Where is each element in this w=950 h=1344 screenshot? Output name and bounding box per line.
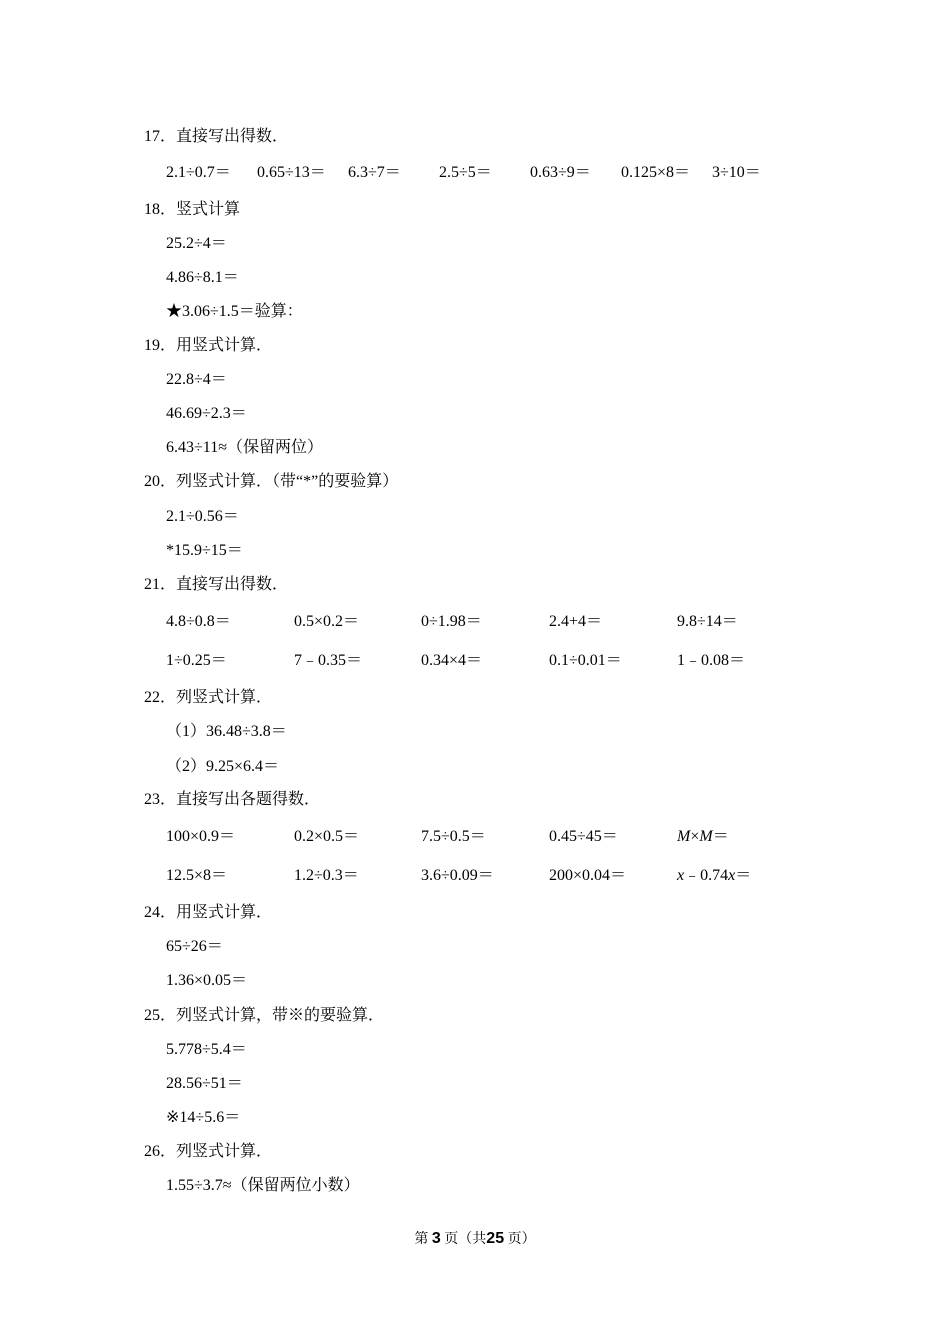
question-17-row <box>0 163 950 183</box>
q21-item: 4.8÷0.8＝ <box>166 613 231 630</box>
question-21-row-2 <box>0 651 950 671</box>
q17-item: 0.125×8＝ <box>621 164 691 181</box>
q21-item: 9.8÷14＝ <box>677 613 738 630</box>
question-23-row-1 <box>0 827 950 847</box>
q20-item: 2.1÷0.56＝ <box>166 508 239 525</box>
question-25-title: 25．列竖式计算，带※的要验算． <box>144 1007 385 1024</box>
q17-item: 2.1÷0.7＝ <box>166 164 231 181</box>
q23-item: 1.2÷0.3＝ <box>294 867 359 884</box>
q19-item: 46.69÷2.3＝ <box>166 405 247 422</box>
q21-item: 0.1÷0.01＝ <box>549 652 622 669</box>
question-18-title: 18．竖式计算 <box>144 201 241 218</box>
q17-item: 0.65÷13＝ <box>257 164 326 181</box>
question-21-title: 21．直接写出得数． <box>144 576 289 593</box>
q23-item: 7.5÷0.5＝ <box>421 828 486 845</box>
q23-item-variable: x﹣0.74x＝ <box>677 867 752 884</box>
question-22-title: 22．列竖式计算． <box>144 689 273 706</box>
q18-item: 25.2÷4＝ <box>166 235 227 252</box>
question-24-title: 24．用竖式计算． <box>144 904 273 921</box>
question-21-row-1 <box>0 612 950 632</box>
question-26-title: 26．列竖式计算． <box>144 1143 273 1160</box>
q25-item: 5.778÷5.4＝ <box>166 1041 247 1058</box>
q21-item: 0.34×4＝ <box>421 652 483 669</box>
q17-item: 6.3÷7＝ <box>348 164 401 181</box>
q22-item: （2）9.25×6.4＝ <box>166 758 280 775</box>
q24-item: 65÷26＝ <box>166 938 223 955</box>
q21-item: 1﹣0.08＝ <box>677 652 746 669</box>
q25-item: ※14÷5.6＝ <box>166 1109 241 1126</box>
q21-item: 7﹣0.35＝ <box>294 652 363 669</box>
question-19-title: 19．用竖式计算． <box>144 337 273 354</box>
q18-item: 4.86÷8.1＝ <box>166 269 239 286</box>
question-17-title: 17．直接写出得数． <box>144 128 289 145</box>
q25-item: 28.56÷51＝ <box>166 1075 243 1092</box>
question-23-title: 23．直接写出各题得数． <box>144 791 321 808</box>
page-footer: 第 3 页（共25 页） <box>414 1230 536 1247</box>
question-23-row-2 <box>0 866 950 886</box>
q21-item: 0÷1.98＝ <box>421 613 482 630</box>
q21-item: 0.5×0.2＝ <box>294 613 360 630</box>
q19-item: 22.8÷4＝ <box>166 371 227 388</box>
question-20-title: 20．列竖式计算．（带“*”的要验算） <box>144 473 399 490</box>
q19-item: 6.43÷11≈（保留两位） <box>166 439 323 456</box>
q21-item: 2.4+4＝ <box>549 613 603 630</box>
q23-item-variable: M×M＝ <box>677 828 729 845</box>
q23-item: 12.5×8＝ <box>166 867 228 884</box>
q22-item: （1）36.48÷3.8＝ <box>166 723 287 740</box>
q17-item: 2.5÷5＝ <box>439 164 492 181</box>
q23-item: 0.2×0.5＝ <box>294 828 360 845</box>
q23-item: 100×0.9＝ <box>166 828 236 845</box>
q17-item: 3÷10＝ <box>712 164 761 181</box>
q23-item: 0.45÷45＝ <box>549 828 618 845</box>
q26-item: 1.55÷3.7≈（保留两位小数） <box>166 1177 360 1194</box>
q17-item: 0.63÷9＝ <box>530 164 591 181</box>
q20-item: *15.9÷15＝ <box>166 542 243 559</box>
q18-item: ★3.06÷1.5＝验算： <box>166 303 303 320</box>
q24-item: 1.36×0.05＝ <box>166 972 248 989</box>
q21-item: 1÷0.25＝ <box>166 652 227 669</box>
q23-item: 3.6÷0.09＝ <box>421 867 494 884</box>
q23-item: 200×0.04＝ <box>549 867 627 884</box>
total-page-count: 25 <box>486 1230 505 1247</box>
current-page-number: 3 <box>431 1230 441 1247</box>
